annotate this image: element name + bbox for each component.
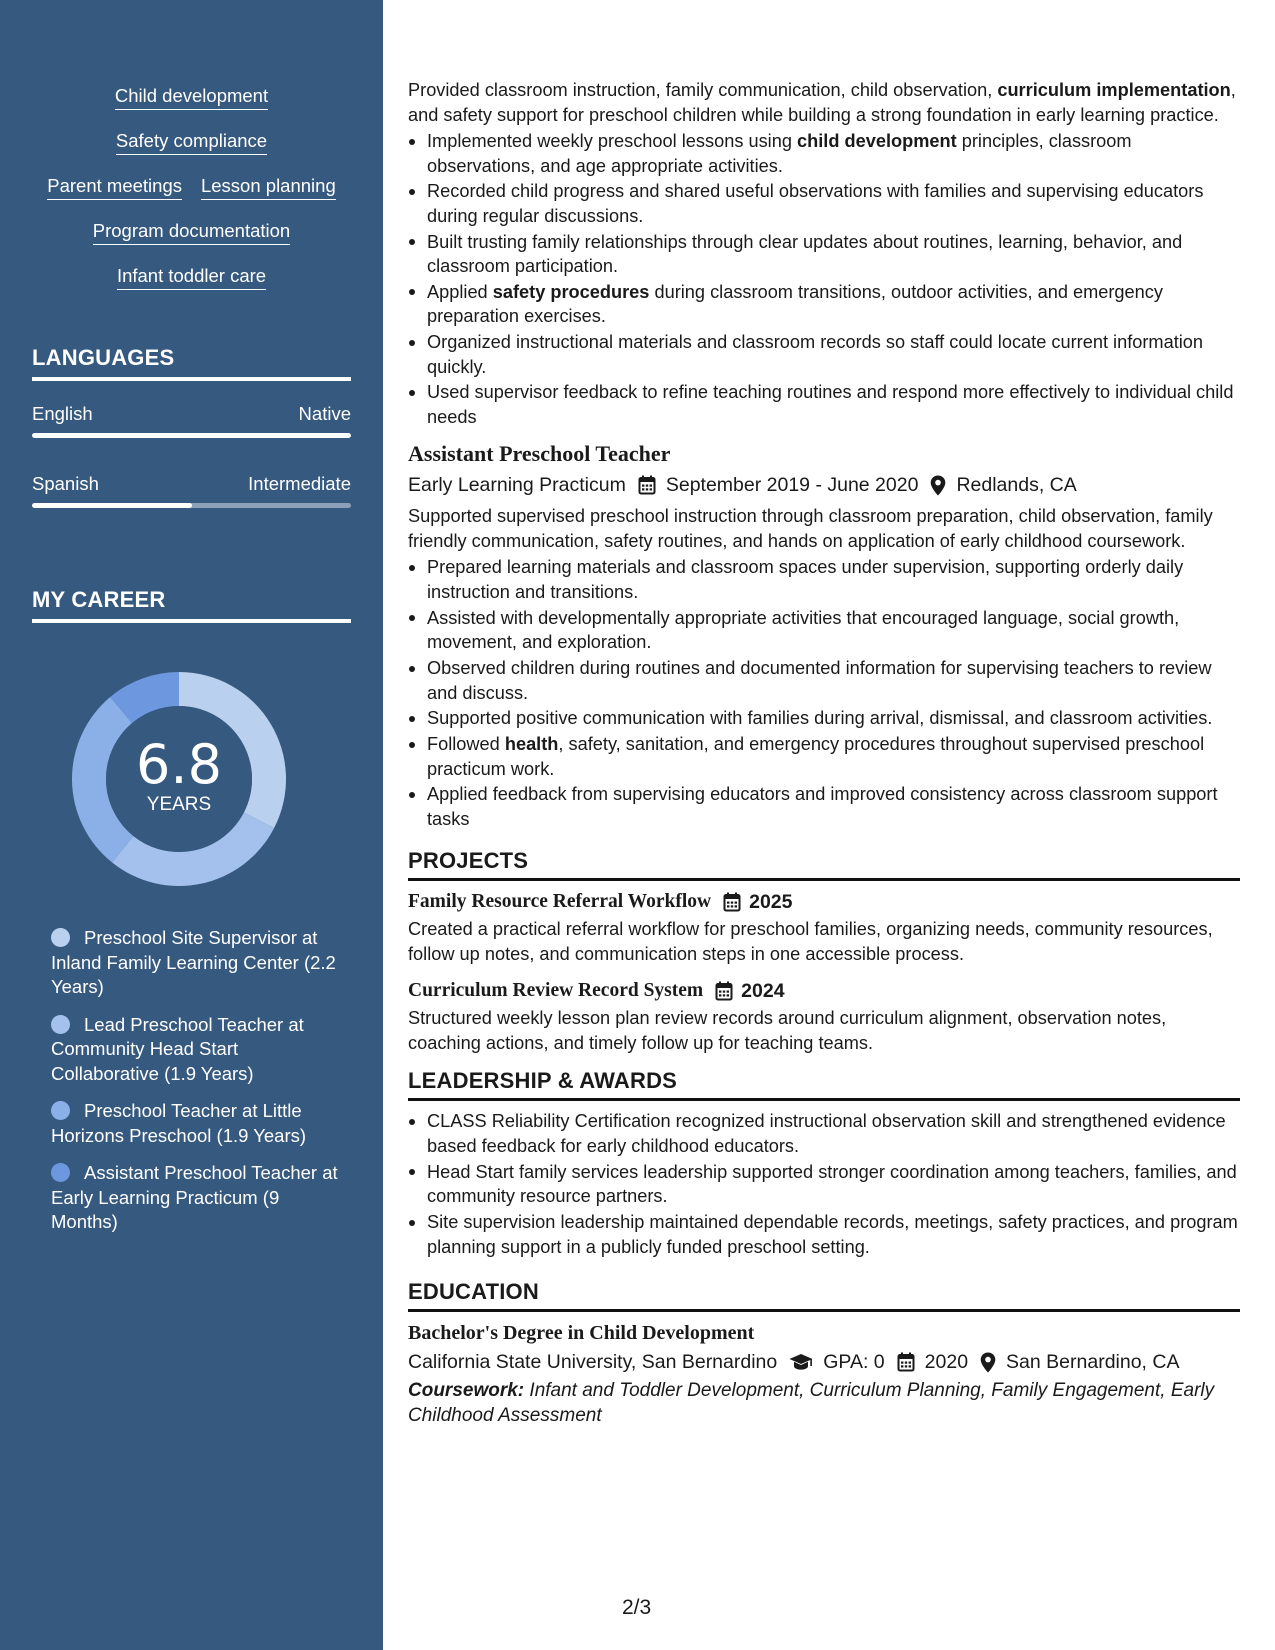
bullet-item: Head Start family services leadership supported stronger coordination among teachers, families, and community resource partners.: [408, 1160, 1240, 1209]
coursework-label: Coursework:: [408, 1380, 525, 1402]
donut-center: [66, 666, 292, 892]
job-company: Early Learning Practicum: [408, 474, 626, 497]
experience-summary: [408, 78, 1240, 127]
language-proficiency-bar: [32, 503, 351, 508]
text-run: Provided classroom instruction, family communication, child observation,: [408, 80, 998, 100]
job-summary: Supported supervised preschool instruction through classroom preparation, child observation, family friendly communication, safety routines, and hands on application of early childhood coursework.: [408, 506, 1213, 551]
career-total-unit: YEARS: [146, 794, 212, 815]
project-year: 2024: [741, 980, 785, 1003]
text-run: Applied: [427, 281, 493, 302]
text-run: Built trusting family relationships through clear updates about routines, learning, behavior, and classroom participation.: [427, 231, 1183, 277]
text-run: , and safety support for preschool children while building a strong foundation in early learning practice.: [408, 80, 1236, 125]
bullet-item: [408, 179, 1240, 228]
page-number: 2/3: [622, 1596, 652, 1619]
career-item-label: Preschool Site Supervisor at Inland Family Learning Center (2.2 Years): [51, 927, 336, 997]
job-bullets: [408, 555, 1240, 831]
text-run: during classroom transitions, outdoor activities, and emergency preparation exercises.: [427, 281, 1163, 327]
text-run: Supported positive communication with families during arrival, dismissal, and classroom activities.: [427, 708, 1213, 729]
text-run: Followed: [427, 734, 505, 755]
career-item-label: Lead Preschool Teacher at Community Head Start Collaborative (1.9 Years): [51, 1013, 304, 1084]
job-dates: September 2019 - June 2020: [665, 474, 919, 497]
text-run: , safety, sanitation, and emergency procedures throughout supervised preschool practicum work.: [427, 734, 1205, 779]
project-item: [408, 889, 1240, 966]
leadership-heading: LEADERSHIP & AWARDS: [408, 1067, 1240, 1101]
legend-dot-icon: [51, 1101, 70, 1120]
main-content: [408, 78, 1240, 1428]
calendar-icon: [638, 475, 656, 495]
career-donut-chart: [66, 666, 292, 892]
bullet-item: [408, 230, 1240, 279]
legend-dot-icon: [51, 1015, 70, 1034]
bold-phrase: health: [504, 734, 559, 755]
career-heading: MY CAREER: [32, 586, 351, 623]
project-title: Family Resource Referral Workflow: [408, 891, 712, 913]
bullet-item: [408, 555, 1240, 604]
language-name: Spanish: [32, 473, 99, 494]
skill-row: [32, 264, 351, 309]
bold-phrase: safety procedures: [492, 281, 650, 302]
project-item: [408, 978, 1240, 1055]
language-item-english: [32, 402, 351, 438]
education-location: San Bernardino, CA: [1006, 1351, 1180, 1374]
languages-heading: LANGUAGES: [32, 344, 351, 381]
skill-tag: Child development: [115, 84, 268, 110]
project-header: [408, 978, 1240, 1004]
education-meta: [408, 1349, 1240, 1375]
project-title: Curriculum Review Record System: [408, 980, 704, 1002]
skill-tag: Parent meetings: [47, 174, 182, 200]
language-item-spanish: [32, 472, 351, 508]
skill-row: [32, 219, 351, 264]
skill-tag: Program documentation: [93, 219, 290, 245]
text-run: Used supervisor feedback to refine teaching routines and respond more effectively to individual child needs: [427, 382, 1234, 427]
bullet-item: [408, 656, 1240, 705]
sidebar: [0, 0, 383, 1650]
legend-dot-icon: [51, 928, 70, 947]
text-run: Organized instructional materials and classroom records so staff could locate current information quickly.: [427, 332, 1204, 377]
coursework-list: Infant and Toddler Development, Curriculum Planning, Family Engagement, Early Childhood Assessment: [408, 1380, 1215, 1426]
skill-tag: Infant toddler care: [117, 264, 266, 290]
language-name: English: [32, 403, 93, 424]
leadership-bullets: [408, 1109, 1240, 1259]
education-degree: Bachelor's Degree in Child Development: [408, 1322, 755, 1345]
bullet-item: CLASS Reliability Certification recognized instructional observation skill and strengthened evidence based feedback for early childhood educators.: [408, 1109, 1240, 1158]
text-run: Recorded child progress and shared useful observations with families and supervising educators during regular discussions.: [427, 181, 1204, 226]
education-heading: EDUCATION: [408, 1278, 1240, 1312]
career-item-label: Preschool Teacher at Little Horizons Preschool (1.9 Years): [51, 1100, 307, 1146]
project-description: Structured weekly lesson plan review records around curriculum alignment, observation notes, coaching actions, and timely follow up for teaching teams.: [408, 1008, 1167, 1053]
projects-list: [408, 889, 1240, 1055]
bullet-item: [408, 732, 1240, 781]
education-coursework: [408, 1379, 1240, 1428]
calendar-icon: [723, 892, 741, 912]
education-gpa: GPA: 0: [823, 1351, 885, 1374]
skill-row: [32, 174, 351, 219]
career-item: [51, 926, 341, 1000]
language-proficiency-bar: [32, 433, 351, 438]
bullet-item: [408, 380, 1240, 429]
text-run: Applied feedback from supervising educators and improved consistency across classroom support tasks: [427, 784, 1218, 829]
text-run: principles, classroom observations, and age appropriate activities.: [427, 131, 1132, 176]
career-total-years: 6.8: [136, 733, 222, 796]
language-proficiency-fill: [32, 503, 192, 508]
experience-bullets: [408, 129, 1240, 429]
projects-heading: PROJECTS: [408, 847, 1240, 881]
text-run: Implemented weekly preschool lessons using: [427, 131, 798, 151]
skill-row: [32, 84, 351, 129]
career-list: [51, 926, 341, 1248]
job-location: Redlands, CA: [956, 474, 1077, 497]
education-year: 2020: [924, 1351, 969, 1374]
graduation-cap-icon: [789, 1353, 813, 1371]
career-item-label: Assistant Preschool Teacher at Early Learning Practicum (9 Months): [51, 1162, 338, 1232]
text-run: Prepared learning materials and classroom spaces under supervision, supporting orderly daily instruction and transitions.: [427, 557, 1184, 602]
skill-row: [32, 129, 351, 174]
bullet-item: [408, 782, 1240, 831]
job-title: Assistant Preschool Teacher: [408, 441, 671, 467]
bullet-item: [408, 606, 1240, 655]
bold-phrase: curriculum implementation: [997, 80, 1231, 100]
language-level: Native: [298, 403, 351, 424]
skill-tag: Lesson planning: [201, 174, 336, 200]
career-item: [51, 1013, 341, 1087]
bold-phrase: child development: [797, 131, 957, 151]
bullet-item: [408, 330, 1240, 379]
career-item: [51, 1161, 341, 1235]
education-school: California State University, San Bernardino: [408, 1351, 778, 1374]
text-run: Assisted with developmentally appropriate activities that encouraged language, social growth, movement, and exploration.: [427, 607, 1180, 653]
project-year: 2025: [749, 891, 793, 914]
job-meta: [408, 472, 1240, 498]
project-description: Created a practical referral workflow for preschool families, organizing needs, community resources, follow up notes, and communication steps in one accessible process.: [408, 919, 1213, 964]
bullet-item: [408, 280, 1240, 329]
map-pin-icon: [930, 475, 946, 496]
language-level: Intermediate: [248, 473, 351, 494]
text-run: Observed children during routines and documented information for supervising teachers to review and discuss.: [427, 658, 1212, 703]
project-header: [408, 889, 1240, 915]
skill-tag: Safety compliance: [116, 129, 267, 155]
career-item: [51, 1099, 341, 1148]
language-proficiency-fill: [32, 433, 351, 438]
bullet-item: [408, 129, 1240, 178]
calendar-icon: [897, 1352, 915, 1372]
skills-list: [32, 84, 351, 309]
legend-dot-icon: [51, 1163, 70, 1182]
bullet-item: [408, 706, 1240, 731]
bullet-item: Site supervision leadership maintained dependable records, meetings, safety practices, and program planning support in a publicly funded preschool setting.: [408, 1210, 1240, 1259]
map-pin-icon: [980, 1352, 996, 1373]
calendar-icon: [715, 981, 733, 1001]
